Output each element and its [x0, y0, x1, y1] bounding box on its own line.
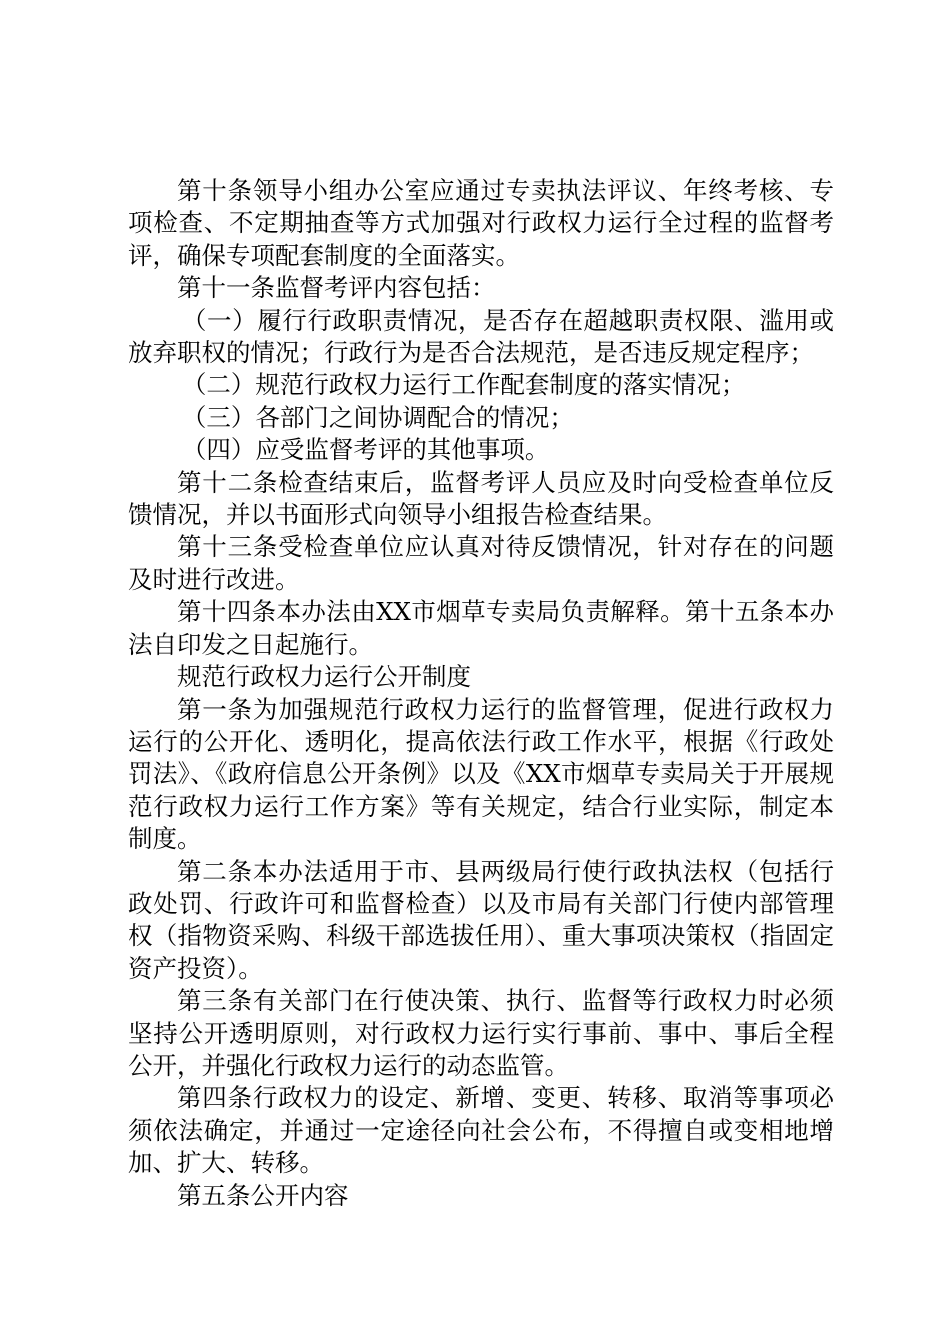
list-item-1: （一）履行行政职责情况，是否存在超越职责权限、滥用或放弃职权的情况；行政行为是否合法规范，是否违反规定程序；: [128, 305, 834, 368]
article-13: 第十三条受检查单位应认真对待反馈情况，针对存在的问题及时进行改进。: [128, 532, 834, 594]
article-12: 第十二条检查结束后，监督考评人员应及时向受检查单位反馈情况，并以书面形式向领导小组报告检查结果。: [128, 467, 834, 530]
list-item-2: （二）规范行政权力运行工作配套制度的落实情况；: [181, 370, 746, 400]
section-title: 规范行政权力运行公开制度: [177, 662, 471, 692]
article-5: 第五条公开内容: [177, 1180, 349, 1210]
article-14-15: 第十四条本办法由XX市烟草专卖局负责解释。第十五条本办法自印发之日起施行。: [128, 597, 834, 659]
article-10: 第十条领导小组办公室应通过专卖执法评议、年终考核、专项检查、不定期抽查等方式加强对行政权力运行全过程的监督考评，确保专项配套制度的全面落实。: [128, 176, 834, 270]
article-11: 第十一条监督考评内容包括：: [177, 273, 496, 303]
article-4: 第四条行政权力的设定、新增、变更、转移、取消等事项必须依法确定，并通过一定途径向社会公布，不得擅自或变相地增加、扩大、转移。: [128, 1083, 834, 1178]
article-2: 第二条本办法适用于市、县两级局行使行政执法权（包括行政处罚、行政许可和监督检查）以及市局有关部门行使内部管理权（指物资采购、科级干部选拔任用）、重大事项决策权（指固定资产投资）。: [128, 856, 834, 983]
document-body: [128, 175, 834, 1212]
list-item-3: （三）各部门之间协调配合的情况；: [181, 402, 574, 432]
list-item-4: （四）应受监督考评的其他事项。: [181, 435, 550, 465]
article-1: 第一条为加强规范行政权力运行的监督管理，促进行政权力运行的公开化、透明化，提高依法行政工作水平，根据《行政处罚法》、《政府信息公开条例》以及《XX市烟草专卖局关于开展规范行政权力运行工作方案》等有关规定，结合行业实际，制定本制度。: [128, 694, 834, 854]
article-3: 第三条有关部门在行使决策、执行、监督等行政权力时必须坚持公开透明原则，对行政权力运行实行事前、事中、事后全程公开，并强化行政权力运行的动态监管。: [128, 986, 834, 1080]
